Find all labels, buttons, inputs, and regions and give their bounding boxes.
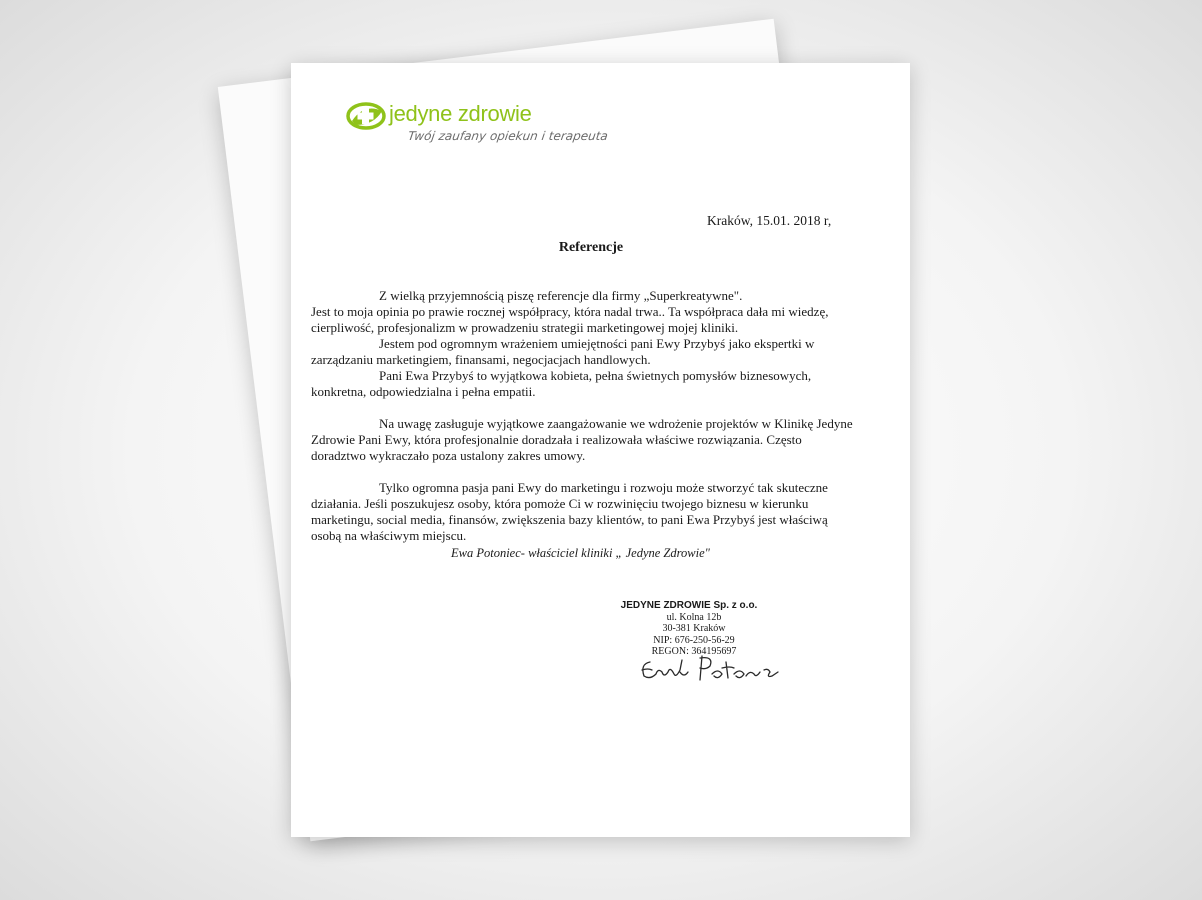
letter-line: zarządzaniu marketingiem, finansami, negocjacjach handlowych. — [311, 352, 651, 367]
stamp-street: ul. Kolna 12b — [666, 611, 722, 623]
letter-line: cierpliwość, profesjonalizm w prowadzeniu strategii marketingowej mojej kliniki. — [311, 320, 739, 335]
letter-line: Zdrowie Pani Ewy, która profesjonalnie doradzała i realizowała właściwe rozwiązania. Często — [311, 432, 802, 447]
stamp-company-name: JEDYNE ZDROWIE Sp. z o.o. — [620, 600, 758, 611]
letter-line: działania. Jeśli poszukujesz osoby, która pomoże Ci w rozwinięciu twojego biznesu w kierunku — [311, 496, 809, 511]
logo-tagline: Twój zaufany opiekun i terapeuta — [407, 129, 609, 143]
letter-line: Jestem pod ogromnym wrażeniem umiejętności pani Ewy Przybyś jako ekspertki w — [379, 336, 815, 351]
letter-line: Z wielką przyjemnością piszę referencje dla firmy „Superkreatywne". — [379, 288, 743, 303]
letter-line: Na uwagę zasługuje wyjątkowe zaangażowanie we wdrożenie projektów w Klinikę Jedyne — [379, 416, 853, 431]
letter-line: konkretna, odpowiedzialna i pełna empatii. — [311, 384, 536, 399]
letter-line: Jest to moja opinia po prawie rocznej współpracy, która nadal trwa.. Ta współpraca dała mi wiedzę, — [311, 304, 829, 319]
stamp-nip: NIP: 676-250-56-29 — [653, 634, 735, 646]
letter-page — [291, 63, 910, 837]
company-logo — [346, 97, 616, 147]
leaf-cross-icon — [346, 99, 388, 135]
paragraph-gap — [311, 400, 821, 416]
letter-line: Tylko ogromna pasja pani Ewy do marketingu i rozwoju może stworzyć tak skuteczne — [379, 480, 828, 495]
letter-body — [311, 288, 853, 544]
stamp-regon: REGON: 364195697 — [651, 646, 737, 657]
letter-line: doradztwo wykraczało poza ustalony zakres umowy. — [311, 448, 586, 463]
letter-line: marketingu, social media, finansów, zwiększenia bazy klientów, to pani Ewa Przybyś jest właściwą — [311, 512, 828, 527]
letter-line: Pani Ewa Przybyś to wyjątkowa kobieta, pełna świetnych pomysłów biznesowych, — [379, 368, 812, 383]
letter-line: osobą na właściwym miejscu. — [311, 528, 467, 543]
handwritten-signature — [636, 648, 781, 690]
logo-wordmark: jedyne zdrowie — [389, 101, 532, 126]
stamp-city: 30-381 Kraków — [662, 623, 726, 634]
letter-title: Referencje — [558, 240, 624, 255]
letter-date: Kraków, 15.01. 2018 r, — [707, 213, 832, 228]
paragraph-gap — [311, 464, 821, 480]
letter-closing: Ewa Potoniec- właściciel kliniki „ Jedyne Zdrowie" — [451, 546, 710, 560]
